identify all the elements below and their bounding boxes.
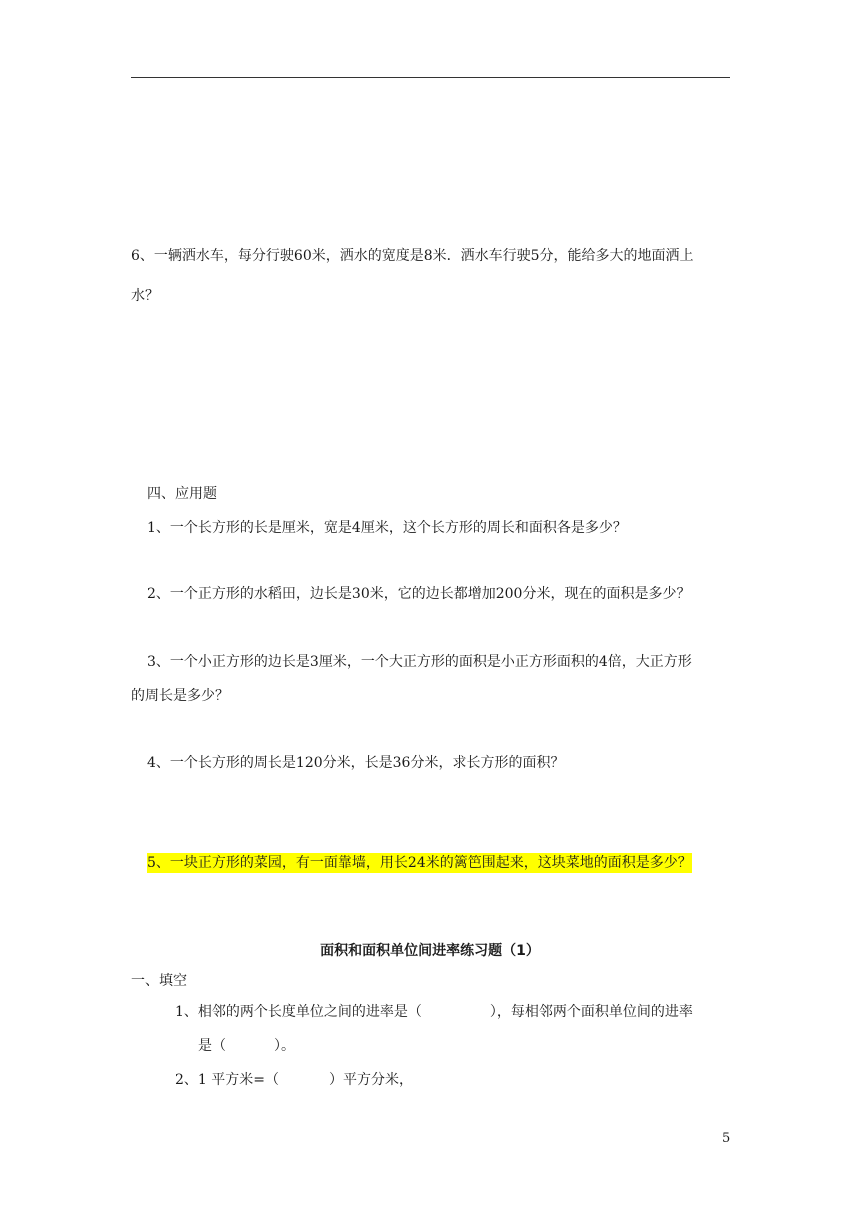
page-number: 5 — [722, 1131, 731, 1146]
exercise-title: 面积和面积单位间进率练习题（1） — [320, 943, 540, 959]
question-6-line-1: 6、一辆洒水车，每分行驶60米，洒水的宽度是8米．洒水车行驶5分，能给多大的地面洒上 — [131, 248, 694, 264]
fill-in-question-1-line-1 — [175, 1002, 693, 1022]
fill-in-question-1-line-2 — [198, 1036, 295, 1056]
section-4-heading: 四、应用题 — [147, 486, 217, 502]
highlighted-question-5-text: 5、一块正方形的菜园，有一面靠墙，用长24米的篱笆围起来，这块菜地的面积是多少？ — [147, 855, 692, 871]
fill-in-question-1-part-2: ），每相邻两个面积单位间的进率 — [489, 1004, 693, 1020]
fill-in-question-2-part-1: 2、1 平方米=（ — [175, 1072, 279, 1088]
section-4-question-1: 1、一个长方形的长是厘米，宽是4厘米，这个长方形的周长和面积各是多少？ — [147, 520, 627, 536]
section-4-question-3-line-1: 3、一个小正方形的边长是3厘米，一个大正方形的面积是小正方形面积的4倍，大正方形 — [147, 654, 692, 670]
fill-in-heading: 一、填空 — [131, 973, 187, 989]
question-6-line-2: 水？ — [131, 288, 159, 304]
fill-in-question-1-line-2-part-2: ）。 — [274, 1038, 295, 1054]
fill-in-question-1-part-1: 1、相邻的两个长度单位之间的进率是（ — [175, 1004, 422, 1020]
header-rule — [131, 77, 730, 78]
section-4-question-2: 2、一个正方形的水稻田，边长是30米，它的边长都增加200分米，现在的面积是多少？ — [147, 586, 691, 602]
fill-in-question-1-line-2-part-1: 是（ — [198, 1038, 226, 1054]
fill-in-question-2 — [175, 1070, 413, 1090]
fill-in-question-2-part-2: ）平方分米， — [329, 1072, 413, 1088]
section-4-question-4: 4、一个长方形的周长是120分米，长是36分米，求长方形的面积？ — [147, 755, 565, 771]
section-4-question-3-line-2: 的周长是多少？ — [131, 688, 229, 704]
section-4-question-5 — [147, 853, 692, 873]
